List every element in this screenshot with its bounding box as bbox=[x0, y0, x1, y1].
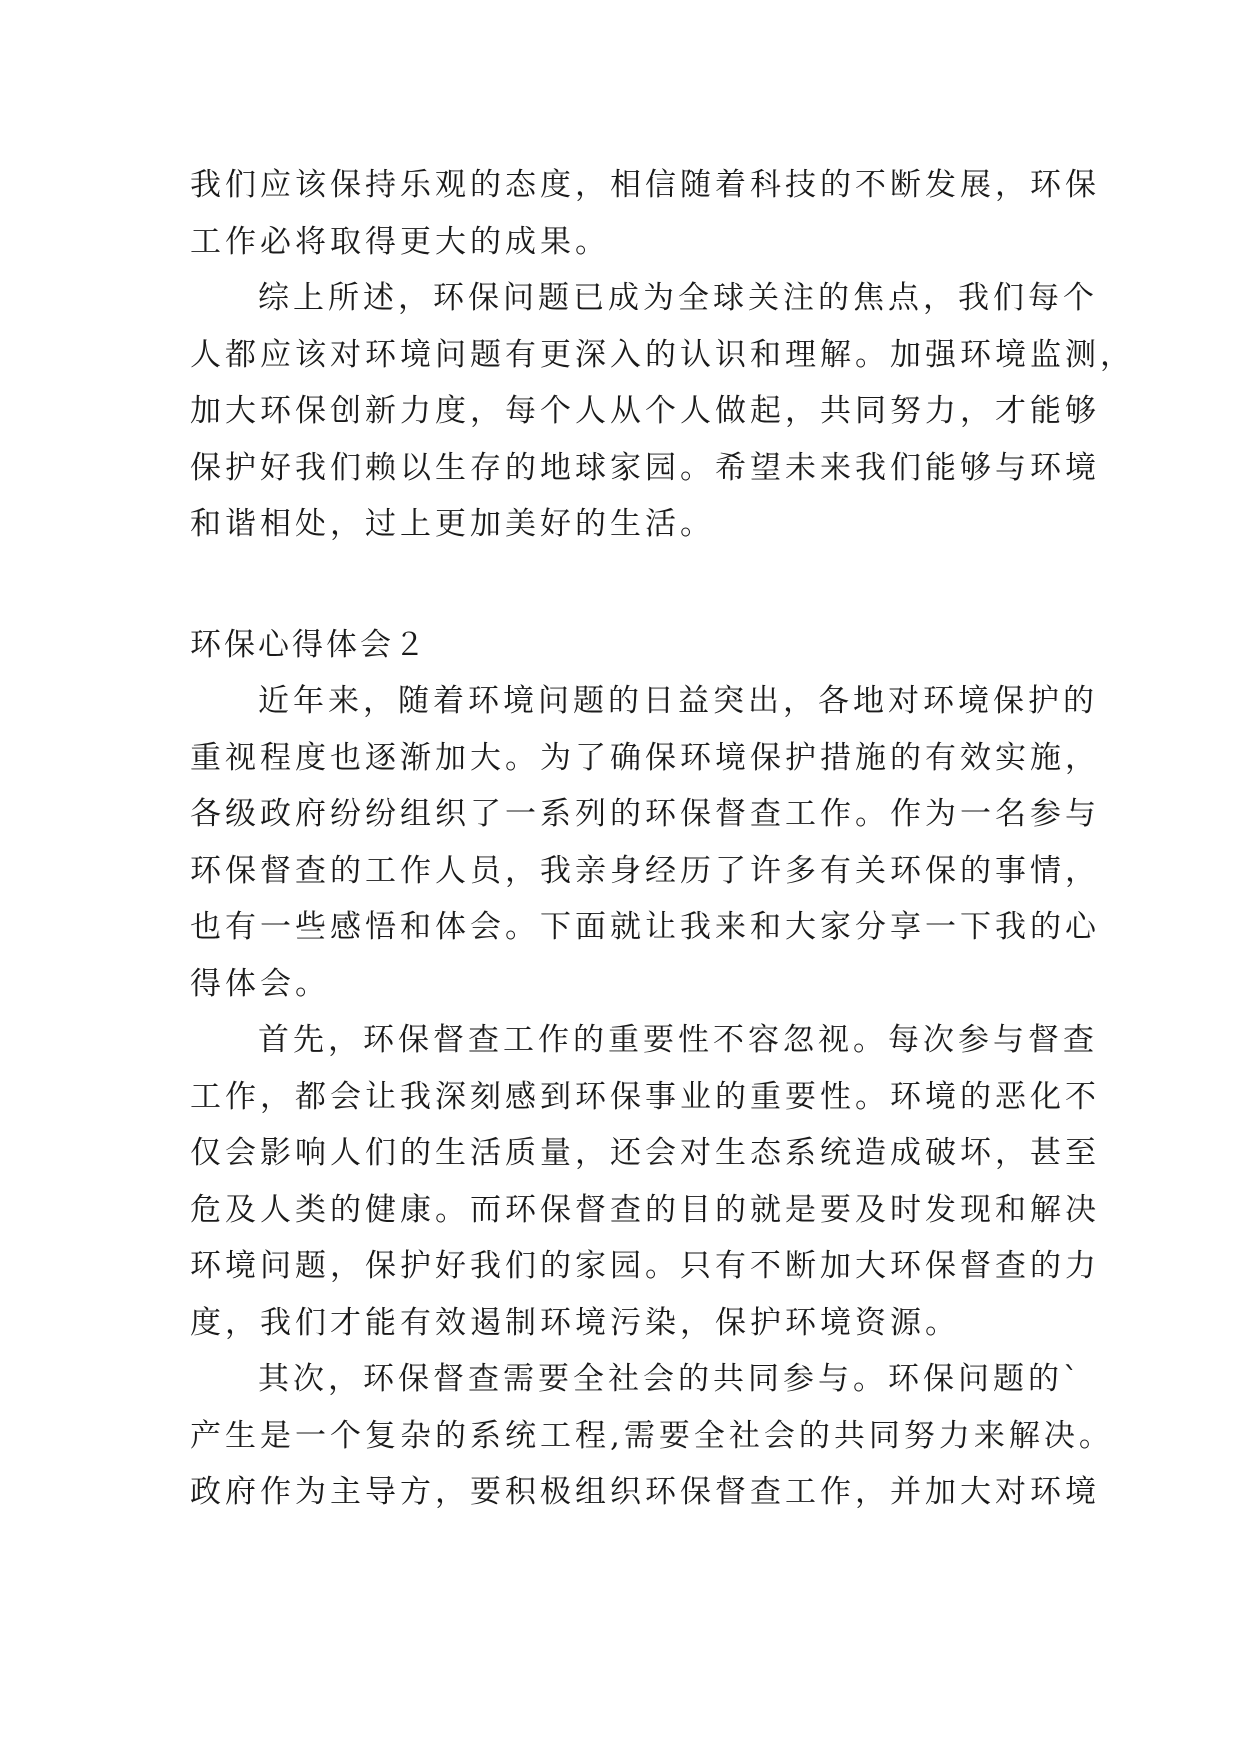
paragraph-line: 产生是一个复杂的系统工程,需要全社会的共同努力来解决。 bbox=[190, 1417, 1114, 1454]
paragraph-line: 其次，环保督查需要全社会的共同参与。环保问题的` bbox=[258, 1361, 1083, 1397]
paragraph-line: 保护好我们赖以生存的地球家园。希望未来我们能够与环境 bbox=[190, 449, 1100, 486]
paragraph-line: 和谐相处，过上更加美好的生活。 bbox=[190, 506, 715, 542]
paragraph-line: 综上所述，环保问题已成为全球关注的焦点，我们每个 bbox=[258, 280, 1098, 316]
section-title: 环保心得体会２ bbox=[190, 626, 428, 663]
paragraph-line: 得体会。 bbox=[190, 965, 330, 1002]
paragraph-line: 人都应该对环境问题有更深入的认识和理解。加强环境监测， bbox=[190, 336, 1135, 373]
intro-paragraph bbox=[190, 157, 1100, 270]
section-paragraph-3 bbox=[190, 1351, 1114, 1521]
paragraph-line: 度，我们才能有效遏制环境污染，保护环境资源。 bbox=[190, 1304, 960, 1341]
document-body bbox=[190, 157, 1135, 1521]
paragraph-line: 首先，环保督查工作的重要性不容忽视。每次参与督查 bbox=[258, 1022, 1098, 1058]
paragraph-line: 各级政府纷纷组织了一系列的环保督查工作。作为一名参与 bbox=[190, 796, 1100, 832]
summary-paragraph bbox=[190, 270, 1135, 553]
paragraph-line: 工作，都会让我深刻感到环保事业的重要性。环境的恶化不 bbox=[190, 1078, 1100, 1115]
paragraph-line: 也有一些感悟和体会。下面就让我来和大家分享一下我的心 bbox=[190, 909, 1100, 945]
paragraph-line: 我们应该保持乐观的态度，相信随着科技的不断发展，环保 bbox=[190, 167, 1100, 203]
paragraph-line: 环境问题，保护好我们的家园。只有不断加大环保督查的力 bbox=[190, 1248, 1100, 1284]
section-paragraph-2 bbox=[190, 1012, 1100, 1351]
paragraph-line: 仅会影响人们的生活质量，还会对生态系统造成破坏，甚至 bbox=[190, 1135, 1100, 1171]
paragraph-line: 环保督查的工作人员，我亲身经历了许多有关环保的事情， bbox=[190, 852, 1100, 889]
paragraph-line: 加大环保创新力度，每个人从个人做起，共同努力，才能够 bbox=[190, 393, 1100, 429]
paragraph-line: 工作必将取得更大的成果。 bbox=[190, 223, 610, 260]
paragraph-line: 近年来，随着环境问题的日益突出，各地对环境保护的 bbox=[258, 683, 1098, 719]
paragraph-line: 危及人类的健康。而环保督查的目的就是要及时发现和解决 bbox=[190, 1191, 1100, 1228]
paragraph-line: 政府作为主导方，要积极组织环保督查工作，并加大对环境 bbox=[190, 1474, 1100, 1510]
section-spacer bbox=[190, 553, 1060, 617]
paragraph-line: 重视程度也逐渐加大。为了确保环境保护措施的有效实施， bbox=[190, 739, 1100, 776]
section-paragraph-1 bbox=[190, 673, 1100, 1012]
